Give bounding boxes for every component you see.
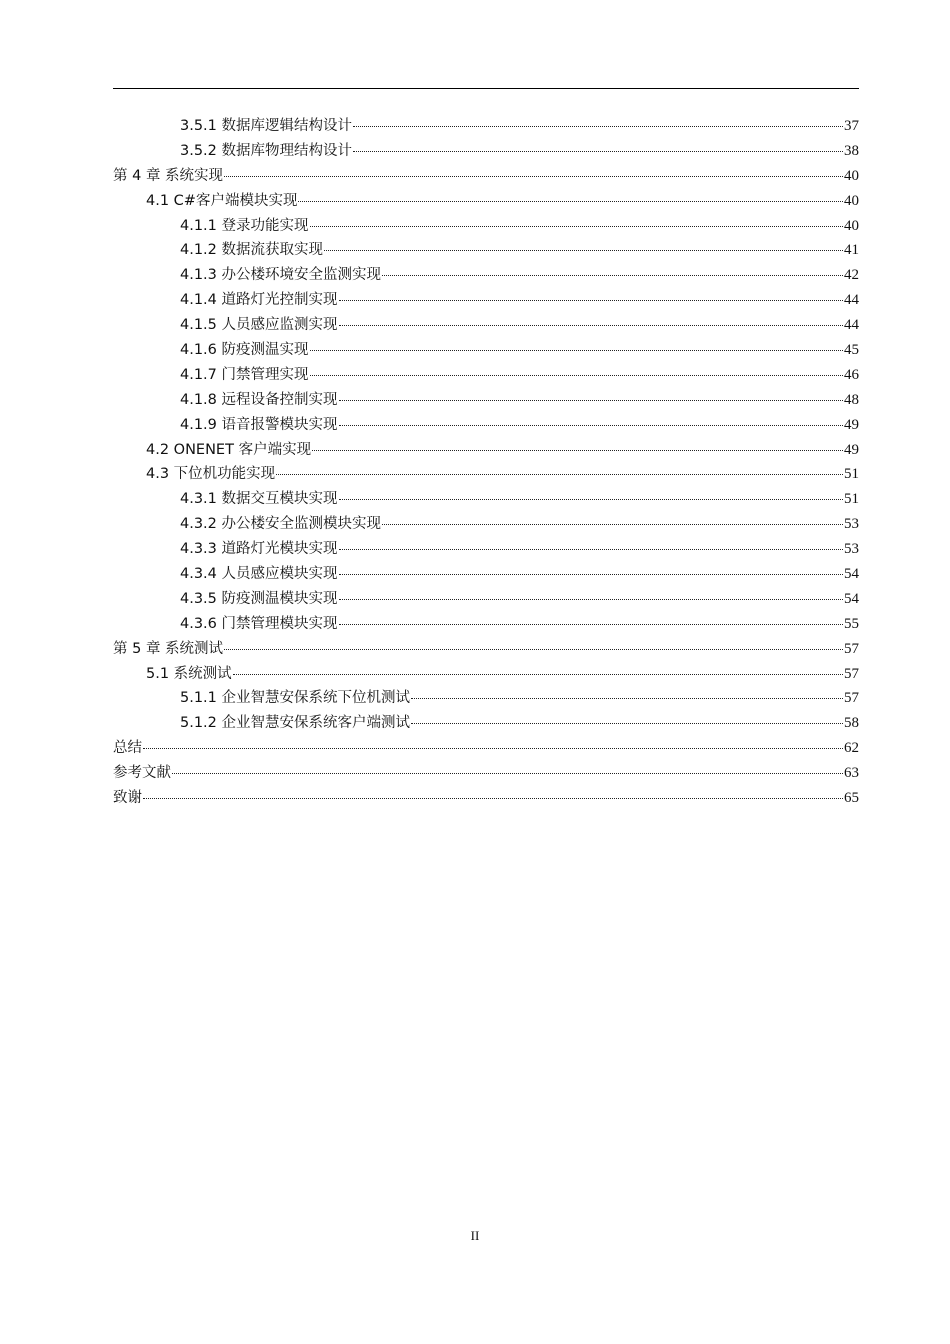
toc-entry[interactable] — [113, 512, 859, 537]
toc-dot-leader — [143, 798, 843, 799]
toc-entry-label: 3.5.2 数据库物理结构设计 — [180, 142, 353, 159]
toc-entry-label: 4.1.7 门禁管理实现 — [180, 366, 309, 383]
toc-dot-leader — [411, 698, 843, 699]
toc-entry-page: 40 — [844, 217, 859, 234]
toc-entry[interactable] — [113, 363, 859, 388]
toc-entry-page: 49 — [844, 441, 859, 458]
toc-dot-leader — [310, 375, 843, 376]
toc-entry[interactable] — [113, 338, 859, 363]
toc-entry[interactable] — [113, 413, 859, 438]
toc-entry-label: 3.5.1 数据库逻辑结构设计 — [180, 118, 353, 134]
toc-entry-label: 4.1.9 语音报警模块实现 — [180, 416, 338, 433]
toc-entry-label: 5.1.1 企业智慧安保系统下位机测试 — [180, 690, 411, 707]
toc-entry-page: 51 — [844, 491, 859, 508]
toc-entry[interactable] — [113, 164, 859, 189]
toc-entry[interactable] — [113, 562, 859, 587]
toc-entry[interactable] — [113, 114, 859, 139]
toc-entry-page: 40 — [844, 192, 859, 209]
toc-dot-leader — [339, 499, 843, 500]
toc-entry-page: 58 — [844, 715, 859, 732]
toc-entry-label: 4.3.6 门禁管理模块实现 — [180, 615, 338, 632]
toc-dot-leader — [233, 674, 843, 675]
toc-entry-page: 54 — [844, 590, 859, 607]
toc-entry-label: 致谢 — [113, 790, 142, 807]
toc-entry-label: 4.3.4 人员感应模块实现 — [180, 566, 338, 583]
toc-dot-leader — [143, 748, 843, 749]
toc-dot-leader — [310, 226, 843, 227]
toc-entry[interactable] — [113, 263, 859, 288]
toc-entry[interactable] — [113, 189, 859, 214]
toc-dot-leader — [353, 126, 843, 127]
toc-entry-page: 63 — [844, 765, 859, 782]
toc-dot-leader — [353, 151, 843, 152]
toc-dot-leader — [324, 250, 843, 251]
toc-entry[interactable] — [113, 438, 859, 463]
toc-dot-leader — [382, 275, 843, 276]
toc-entry-label: 第 5 章 系统测试 — [113, 640, 224, 657]
toc-entry-page: 53 — [844, 516, 859, 533]
toc-entry-page: 57 — [844, 640, 859, 657]
toc-entry-label: 4.1 C#客户端模块实现 — [146, 192, 298, 209]
toc-entry-label: 4.1.5 人员感应监测实现 — [180, 317, 338, 334]
toc-entry-label: 参考文献 — [113, 765, 171, 782]
toc-entry-label: 4.1.8 远程设备控制实现 — [180, 391, 338, 408]
toc-entry[interactable] — [113, 462, 859, 487]
toc-dot-leader — [382, 524, 843, 525]
toc-dot-leader — [276, 474, 843, 475]
toc-entry[interactable] — [113, 711, 859, 736]
toc-dot-leader — [339, 325, 843, 326]
toc-dot-leader — [411, 723, 843, 724]
toc-entry-label: 第 4 章 系统实现 — [113, 167, 224, 184]
toc-entry-page: 44 — [844, 292, 859, 309]
toc-entry[interactable] — [113, 686, 859, 711]
toc-dot-leader — [339, 425, 843, 426]
toc-entry-label: 4.2 ONENET 客户端实现 — [146, 441, 312, 458]
toc-entry-page: 41 — [844, 242, 859, 259]
toc-dot-leader — [339, 549, 843, 550]
toc-entry-label: 4.1.1 登录功能实现 — [180, 217, 309, 234]
toc-dot-leader — [339, 599, 843, 600]
toc-entry-label: 总结 — [113, 740, 142, 757]
toc-entry-page: 54 — [844, 566, 859, 583]
toc-entry[interactable] — [113, 388, 859, 413]
toc-entry-label: 4.1.6 防疫测温实现 — [180, 342, 309, 359]
toc-dot-leader — [224, 649, 843, 650]
toc-dot-leader — [172, 773, 843, 774]
toc-entry[interactable] — [113, 214, 859, 239]
toc-entry-label: 4.1.3 办公楼环境安全监测实现 — [180, 267, 382, 284]
toc-entry-label: 5.1 系统测试 — [146, 665, 232, 682]
toc-entry-label: 4.3.2 办公楼安全监测模块实现 — [180, 516, 382, 533]
toc-entry[interactable] — [113, 238, 859, 263]
toc-entry-page: 37 — [844, 118, 859, 134]
toc-entry-page: 45 — [844, 342, 859, 359]
toc-entry[interactable] — [113, 537, 859, 562]
toc-entry-page: 62 — [844, 740, 859, 757]
toc-entry-page: 51 — [844, 466, 859, 483]
toc-entry-label: 4.3.5 防疫测温模块实现 — [180, 590, 338, 607]
toc-dot-leader — [339, 300, 843, 301]
toc-entry-page: 53 — [844, 541, 859, 558]
table-of-contents — [113, 114, 859, 811]
toc-entry-page: 48 — [844, 391, 859, 408]
toc-entry-page: 40 — [844, 167, 859, 184]
toc-entry[interactable] — [113, 288, 859, 313]
toc-dot-leader — [310, 350, 843, 351]
toc-entry-label: 4.1.2 数据流获取实现 — [180, 242, 324, 259]
toc-entry[interactable] — [113, 587, 859, 612]
toc-entry-page: 57 — [844, 690, 859, 707]
toc-entry[interactable] — [113, 313, 859, 338]
toc-dot-leader — [224, 176, 843, 177]
toc-entry-page: 38 — [844, 142, 859, 159]
toc-dot-leader — [298, 201, 843, 202]
toc-entry[interactable] — [113, 139, 859, 164]
toc-entry[interactable] — [113, 637, 859, 662]
toc-entry-page: 55 — [844, 615, 859, 632]
toc-entry[interactable] — [113, 786, 859, 811]
toc-entry[interactable] — [113, 662, 859, 687]
toc-entry[interactable] — [113, 736, 859, 761]
toc-entry-page: 49 — [844, 416, 859, 433]
toc-entry-page: 65 — [844, 790, 859, 807]
toc-entry-label: 4.1.4 道路灯光控制实现 — [180, 292, 338, 309]
toc-entry[interactable] — [113, 487, 859, 512]
header-rule — [113, 88, 859, 89]
page-number: II — [470, 1228, 480, 1243]
toc-entry-page: 46 — [844, 366, 859, 383]
toc-dot-leader — [312, 450, 843, 451]
toc-entry-page: 44 — [844, 317, 859, 334]
toc-dot-leader — [339, 400, 843, 401]
toc-entry-page: 42 — [844, 267, 859, 284]
toc-entry-label: 4.3.3 道路灯光模块实现 — [180, 541, 338, 558]
toc-entry[interactable] — [113, 612, 859, 637]
toc-entry-label: 4.3 下位机功能实现 — [146, 466, 276, 483]
toc-dot-leader — [339, 624, 843, 625]
toc-entry-page: 57 — [844, 665, 859, 682]
toc-dot-leader — [339, 574, 843, 575]
toc-entry[interactable] — [113, 761, 859, 786]
toc-entry-label: 5.1.2 企业智慧安保系统客户端测试 — [180, 715, 411, 732]
toc-entry-label: 4.3.1 数据交互模块实现 — [180, 491, 338, 508]
